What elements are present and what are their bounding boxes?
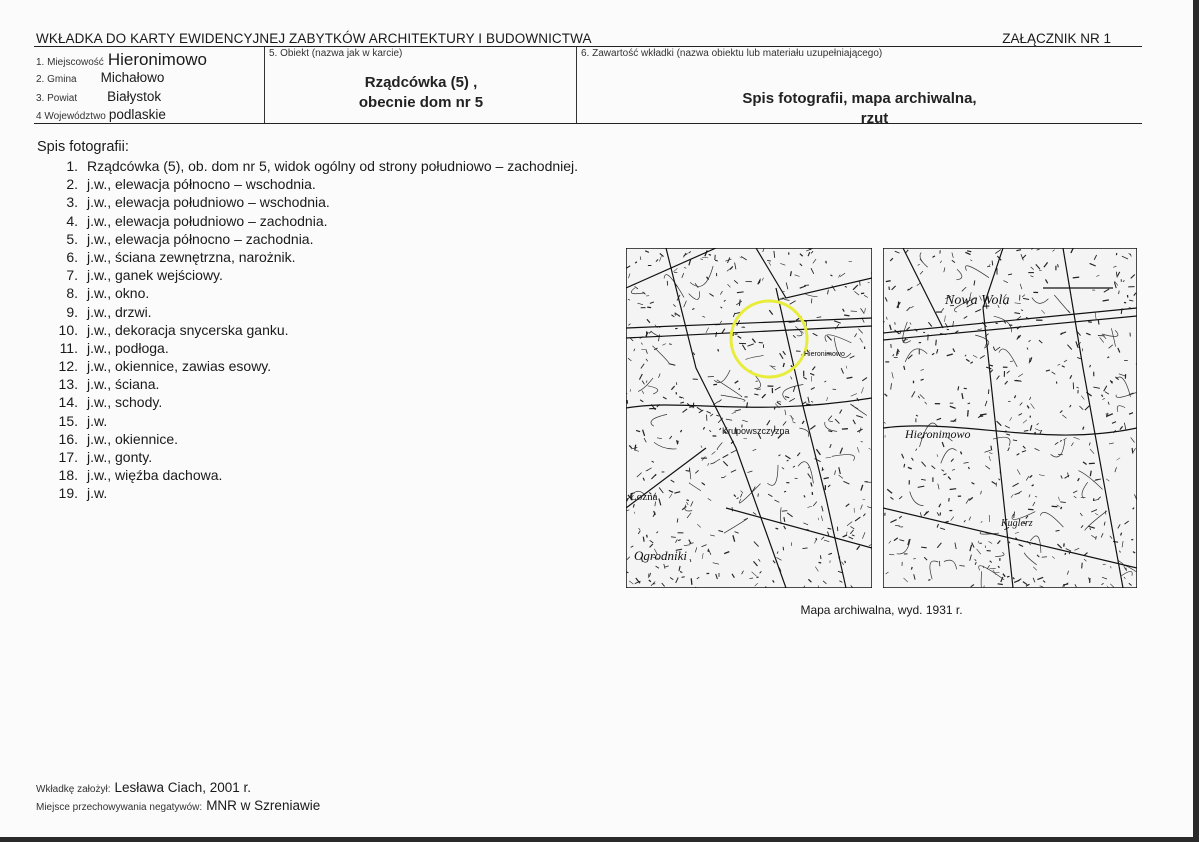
contents-line-2: rzut <box>860 110 889 127</box>
object-line-2: obecnie dom nr 5 <box>358 94 484 111</box>
district-row <box>36 88 161 106</box>
photo-item-text: j.w., elewacja północno – wschodnia. <box>87 176 316 193</box>
photo-list-item <box>40 303 578 321</box>
photo-item-text: j.w. <box>87 485 108 502</box>
photo-item-text: j.w., podłoga. <box>87 339 169 356</box>
photo-item-number: 2. <box>66 176 78 193</box>
photo-item-text: j.w., ściana. <box>87 376 160 393</box>
photo-item-text: j.w., schody. <box>87 394 163 411</box>
contents-line-1: Spis fotografii, mapa archiwalna, <box>742 90 977 107</box>
photo-item-text: j.w., drzwi. <box>87 303 152 320</box>
photo-list-item <box>40 321 578 339</box>
photo-list-item <box>40 375 578 393</box>
voivodeship-label: 4 Województwo <box>36 111 106 122</box>
storage-label: Miejsce przechowywania negatywów: <box>36 802 203 813</box>
photo-item-text: j.w., dekoracja snycerska ganku. <box>87 321 289 338</box>
object-column <box>264 47 577 123</box>
photo-list-item <box>40 230 578 248</box>
photo-item-text: j.w., okiennice. <box>87 430 179 447</box>
photo-item-number: 5. <box>66 230 78 247</box>
commune-label: 2. Gmina <box>36 74 77 85</box>
voivodeship-row <box>36 106 166 124</box>
map-label-nowa-wola: Nowa Wola <box>945 293 1010 308</box>
photo-item-number: 6. <box>66 248 78 265</box>
photo-item-text: j.w., okiennice, zawias esowy. <box>87 358 272 375</box>
photo-item-number: 16. <box>58 430 78 447</box>
contents-column <box>576 47 1142 127</box>
photo-list-item <box>40 266 578 284</box>
locality-value: Hieronimowo <box>107 50 208 69</box>
photo-item-number: 18. <box>58 467 78 484</box>
photo-item-text: j.w., ściana zewnętrzna, narożnik. <box>87 248 296 265</box>
photo-item-number: 11. <box>59 339 78 356</box>
photo-item-number: 9. <box>66 303 78 320</box>
map-label-ogrodniki: Ogrodniki <box>634 548 687 563</box>
map-label-hieronimowo-right: Hieronimowo <box>905 427 971 441</box>
photo-item-number: 3. <box>66 194 78 211</box>
photo-item-number: 19. <box>58 485 78 502</box>
map-left-drawing <box>626 248 872 588</box>
photo-list-item <box>40 466 578 484</box>
photo-list <box>40 157 578 503</box>
district-value: Białystok <box>107 89 162 104</box>
map-label-krupowszczyzna: Krupowszczyzna <box>722 426 790 436</box>
photo-list-item <box>40 157 578 175</box>
voivodeship-value: podlaskie <box>108 107 166 122</box>
storage-value: MNR w Szreniawie <box>206 798 321 813</box>
commune-row <box>36 69 164 87</box>
author-line <box>36 779 251 797</box>
photo-list-item <box>40 248 578 266</box>
photo-list-item <box>40 484 578 502</box>
author-label: Wkładkę założył: <box>36 784 111 795</box>
photo-list-item <box>40 448 578 466</box>
photo-list-item <box>40 393 578 411</box>
photo-item-text: j.w., okno. <box>87 285 150 302</box>
photo-item-text: j.w., elewacja południowo – zachodnia. <box>87 212 328 229</box>
photo-item-number: 14. <box>58 394 78 411</box>
photo-item-text: j.w. <box>87 412 108 429</box>
contents-caption: 6. Zawartość wkładki (nazwa obiektu lub materiału uzupełniającego) <box>581 48 883 59</box>
photo-list-item <box>40 412 578 430</box>
photo-item-text: j.w., elewacja południowo – wschodnia. <box>87 194 330 211</box>
photo-item-text: j.w., gonty. <box>87 449 153 465</box>
photo-item-number: 1. <box>66 158 78 174</box>
author-value: Lesława Ciach, 2001 r. <box>114 780 252 795</box>
district-label: 3. Powiat <box>36 93 78 104</box>
photo-list-item <box>40 212 578 230</box>
header-table <box>34 46 1142 127</box>
map-right-drawing <box>883 248 1137 588</box>
photo-item-text: Rządcówka (5), ob. dom nr 5, widok ogólny od strony południowo – zachodniej. <box>87 158 579 174</box>
map-label-lozna: Łozna <box>630 491 658 503</box>
photo-item-number: 10. <box>58 321 78 338</box>
photo-item-text: j.w., elewacja północno – zachodnia. <box>87 230 314 247</box>
map-label-hieronimowo-left: Hieronimowo <box>804 351 845 358</box>
location-column <box>34 47 264 123</box>
document-title: WKŁADKA DO KARTY EWIDENCYJNEJ ZABYTKÓW ARCHITEKTURY I BUDOWNICTWA <box>36 31 592 46</box>
object-caption: 5. Obiekt (nazwa jak w karcie) <box>269 48 403 59</box>
contents-description <box>577 89 1142 129</box>
photo-item-number: 15. <box>58 412 78 429</box>
archival-map-left <box>626 248 872 588</box>
photo-item-number: 12. <box>58 358 78 375</box>
object-name <box>265 73 577 113</box>
annex-number: ZAŁĄCZNIK NR 1 <box>1002 31 1111 46</box>
commune-value: Michałowo <box>100 70 165 85</box>
photo-list-item <box>40 284 578 302</box>
photo-item-number: 4. <box>66 212 78 229</box>
photo-item-text: j.w., ganek wejściowy. <box>87 267 223 284</box>
photo-list-item <box>40 175 578 193</box>
photo-item-text: j.w., więźba dachowa. <box>87 467 223 484</box>
photo-list-item <box>40 339 578 357</box>
photo-list-item <box>40 193 578 211</box>
photo-item-number: 8. <box>66 285 78 302</box>
map-label-kuglerz: Kuglerz <box>1001 518 1033 529</box>
photo-item-number: 17. <box>58 449 78 465</box>
map-caption: Mapa archiwalna, wyd. 1931 r. <box>800 603 963 617</box>
photo-list-heading: Spis fotografii: <box>37 139 129 155</box>
object-line-1: Rządcówka (5) , <box>364 74 478 91</box>
storage-line <box>36 797 320 815</box>
photo-list-item <box>40 357 578 375</box>
photo-item-number: 13. <box>58 376 78 393</box>
photo-list-item <box>40 430 578 448</box>
locality-row <box>36 50 207 70</box>
photo-item-number: 7. <box>66 267 78 284</box>
locality-label: 1. Miejscowość <box>36 57 104 68</box>
archival-map-right <box>883 248 1137 588</box>
